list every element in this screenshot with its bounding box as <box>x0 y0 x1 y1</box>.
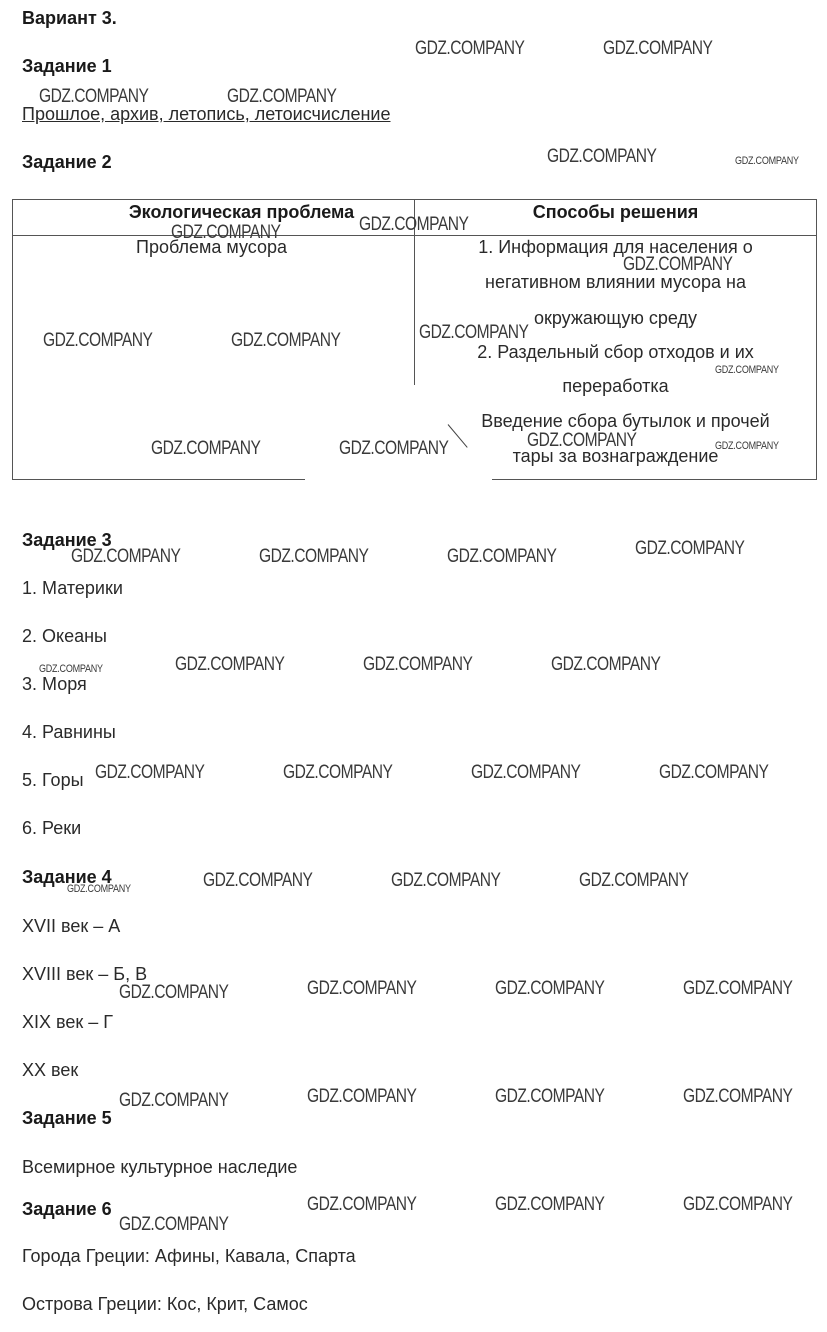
watermark: GDZ.COMPANY <box>175 654 285 675</box>
watermark: GDZ.COMPANY <box>419 322 529 343</box>
solution-line: тары за вознаграждение <box>512 446 719 466</box>
watermark: GDZ.COMPANY <box>119 982 229 1003</box>
watermark: GDZ.COMPANY <box>635 538 745 559</box>
watermark: GDZ.COMPANY <box>283 762 393 783</box>
watermark: GDZ.COMPANY <box>579 870 689 891</box>
table-header-solutions: Способы решения <box>532 202 699 222</box>
solution-line: Введение сбора бутылок и прочей <box>481 411 770 431</box>
watermark: GDZ.COMPANY <box>307 1194 417 1215</box>
watermark: GDZ.COMPANY <box>415 38 525 59</box>
watermark: GDZ.COMPANY <box>119 1214 229 1235</box>
problem-cell: Проблема мусора <box>136 237 287 257</box>
watermark: GDZ.COMPANY <box>623 254 733 275</box>
list-item: XX век <box>22 1060 79 1080</box>
watermark: GDZ.COMPANY <box>307 978 417 999</box>
watermark: GDZ.COMPANY <box>471 762 581 783</box>
watermark: GDZ.COMPANY <box>67 883 131 895</box>
solution-line: переработка <box>562 376 669 396</box>
list-item: 3. Моря <box>22 674 87 694</box>
list-item: XVIII век – Б, В <box>22 964 148 984</box>
watermark: GDZ.COMPANY <box>683 1086 793 1107</box>
list-item: 5. Горы <box>22 770 84 790</box>
list-item: 4. Равнины <box>22 722 116 742</box>
watermark: GDZ.COMPANY <box>203 870 313 891</box>
watermark: GDZ.COMPANY <box>39 663 103 675</box>
watermark: GDZ.COMPANY <box>495 1086 605 1107</box>
table-header-problem: Экологическая проблема <box>128 202 355 222</box>
watermark: GDZ.COMPANY <box>659 762 769 783</box>
watermark: GDZ.COMPANY <box>43 330 153 351</box>
watermark: GDZ.COMPANY <box>307 1086 417 1107</box>
solution-line: 2. Раздельный сбор отходов и их <box>477 342 754 362</box>
watermark: GDZ.COMPANY <box>603 38 713 59</box>
watermark: GDZ.COMPANY <box>363 654 473 675</box>
task6-islands: Острова Греции: Кос, Крит, Самос <box>22 1294 308 1314</box>
task3-heading: Задание 3 <box>22 530 112 550</box>
watermark: GDZ.COMPANY <box>683 978 793 999</box>
watermark: GDZ.COMPANY <box>715 364 779 376</box>
watermark: GDZ.COMPANY <box>495 1194 605 1215</box>
list-item: XIX век – Г <box>22 1012 114 1032</box>
watermark: GDZ.COMPANY <box>715 440 779 452</box>
task6-cities: Города Греции: Афины, Кавала, Спарта <box>22 1246 356 1266</box>
watermark: GDZ.COMPANY <box>551 654 661 675</box>
task2-heading: Задание 2 <box>22 152 112 172</box>
watermark: GDZ.COMPANY <box>683 1194 793 1215</box>
watermark: GDZ.COMPANY <box>735 155 799 167</box>
watermark: GDZ.COMPANY <box>547 146 657 167</box>
watermark: GDZ.COMPANY <box>495 978 605 999</box>
table-border-right <box>816 199 817 479</box>
watermark: GDZ.COMPANY <box>339 438 449 459</box>
list-item: XVII век – А <box>22 916 121 936</box>
watermark: GDZ.COMPANY <box>359 214 469 235</box>
task4-heading: Задание 4 <box>22 867 112 887</box>
table-border-bottom-right <box>492 479 817 480</box>
task5-answer: Всемирное культурное наследие <box>22 1157 298 1177</box>
list-item: 6. Реки <box>22 818 82 838</box>
list-item: 1. Материки <box>22 578 123 598</box>
solution-line: негативном влиянии мусора на <box>485 272 746 292</box>
watermark: GDZ.COMPANY <box>231 330 341 351</box>
solution-line: 1. Информация для населения о <box>478 237 753 257</box>
watermark: GDZ.COMPANY <box>71 546 181 567</box>
watermark: GDZ.COMPANY <box>447 546 557 567</box>
watermark: GDZ.COMPANY <box>151 438 261 459</box>
watermark: GDZ.COMPANY <box>391 870 501 891</box>
task1-answer: Прошлое, архив, летопись, летоисчисление <box>22 104 391 124</box>
watermark: GDZ.COMPANY <box>527 430 637 451</box>
watermark: GDZ.COMPANY <box>227 86 337 107</box>
task5-heading: Задание 5 <box>22 1108 112 1128</box>
watermark: GDZ.COMPANY <box>39 86 149 107</box>
watermark: GDZ.COMPANY <box>95 762 205 783</box>
watermark: GDZ.COMPANY <box>171 222 281 243</box>
task1-heading: Задание 1 <box>22 56 112 76</box>
task6-heading: Задание 6 <box>22 1199 112 1219</box>
table-border-bottom-left <box>12 479 305 480</box>
list-item: 2. Океаны <box>22 626 107 646</box>
page-title: Вариант 3. <box>22 8 117 28</box>
solution-line: окружающую среду <box>533 308 698 328</box>
watermark: GDZ.COMPANY <box>259 546 369 567</box>
watermark: GDZ.COMPANY <box>119 1090 229 1111</box>
